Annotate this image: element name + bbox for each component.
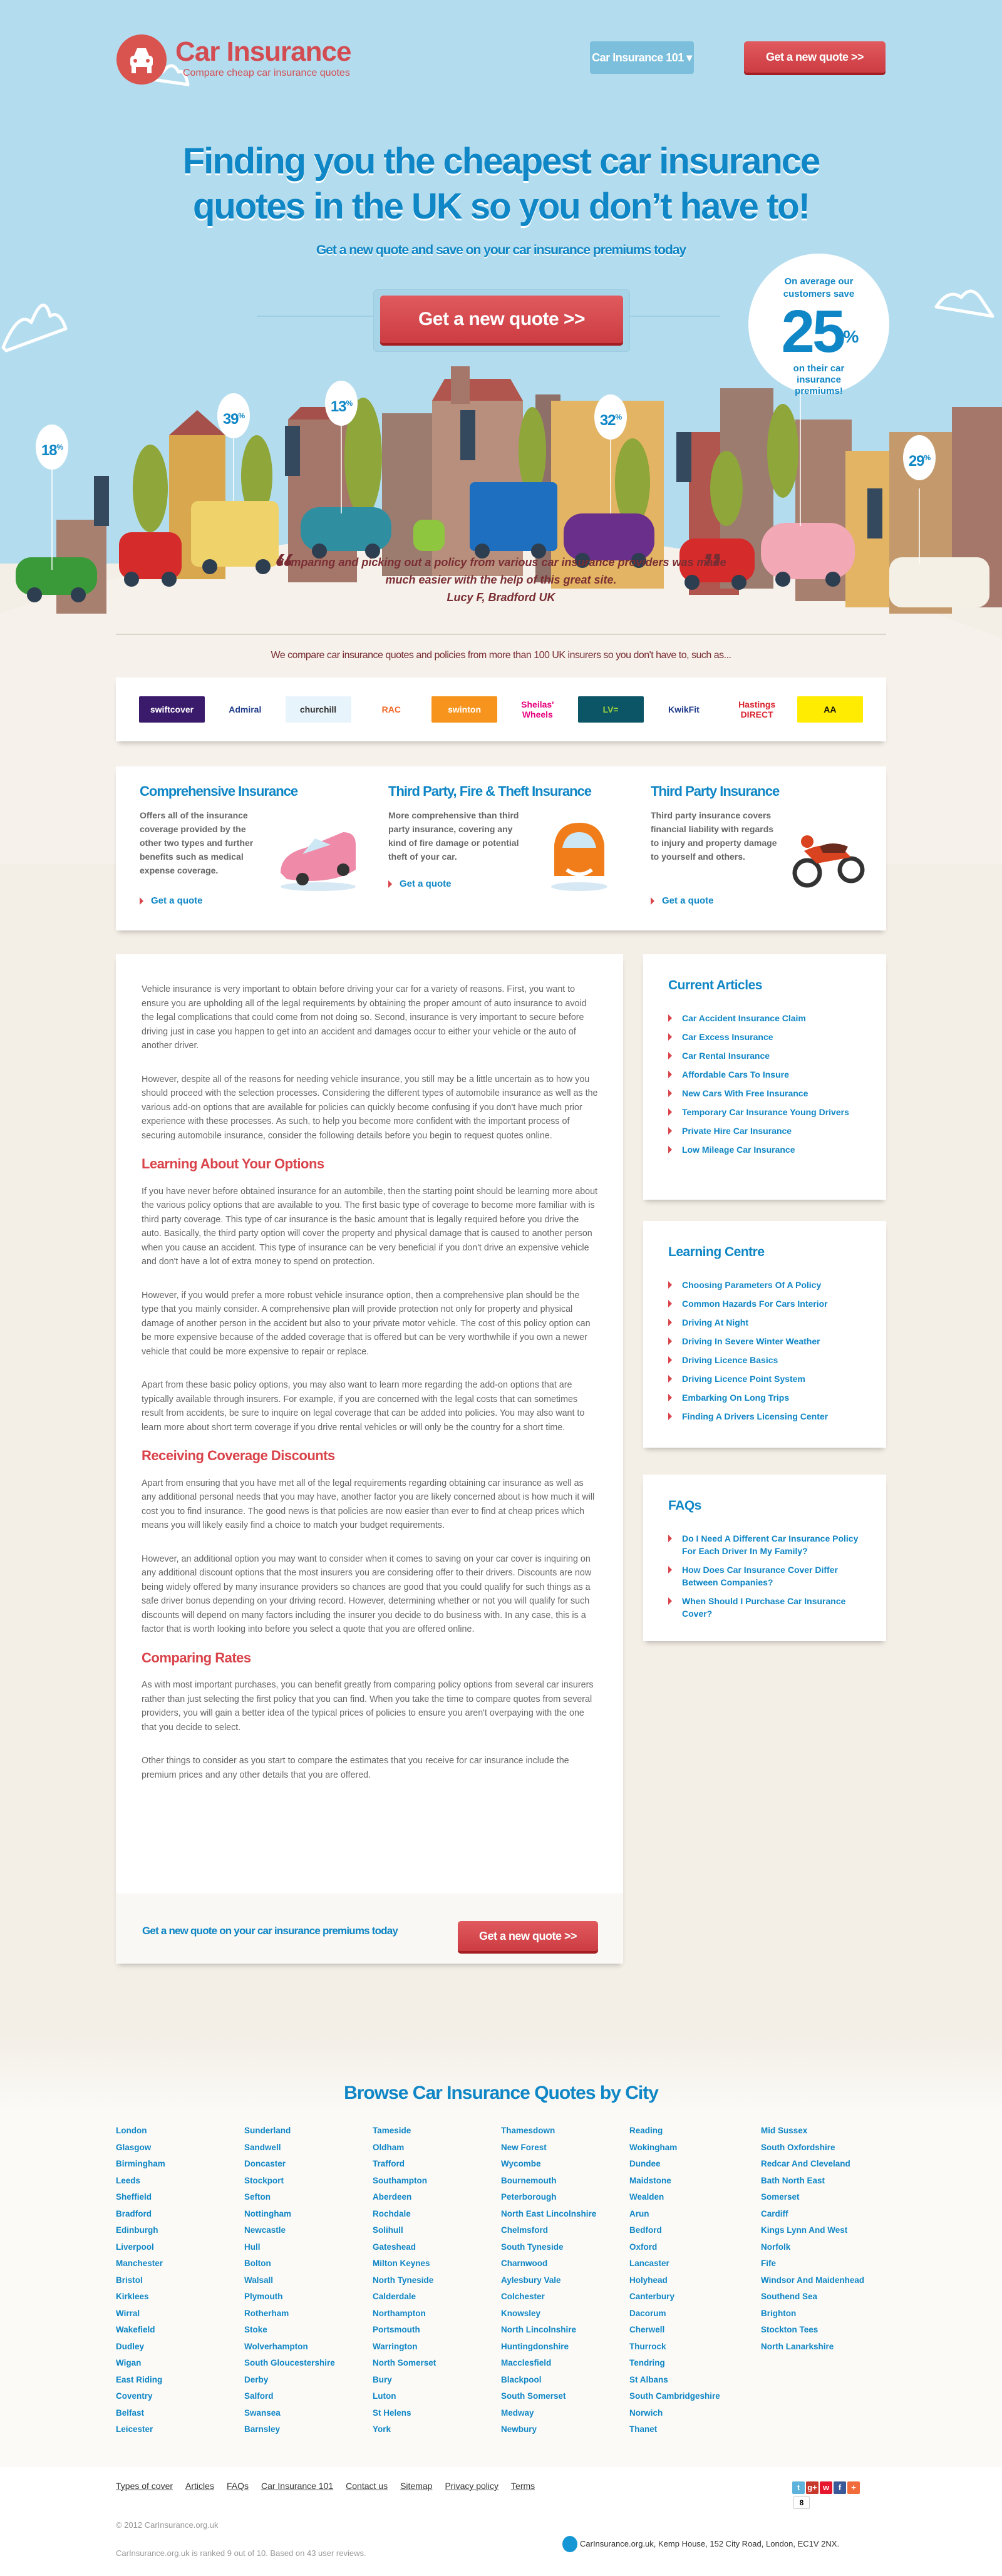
city-column <box>501 2123 596 2438</box>
city-link[interactable]: New Forest <box>501 2142 547 2152</box>
sidebar-link[interactable]: Low Mileage Car Insurance <box>668 1143 867 1156</box>
city-link[interactable]: Knowsley <box>501 2308 541 2318</box>
open-quote-icon: “ <box>273 545 293 590</box>
city-link[interactable]: Stoke <box>244 2325 267 2334</box>
city-link[interactable]: South Oxfordshire <box>761 2142 835 2152</box>
share-count: 8 <box>793 2496 810 2509</box>
city-link[interactable]: Dudley <box>116 2341 145 2351</box>
city-column <box>116 2123 165 2438</box>
type-description: Third party insurance covers financial liability with regards to injury and property damage to yourself and others. <box>651 810 777 862</box>
city-link[interactable]: South Somerset <box>501 2391 566 2401</box>
logo-car-icon[interactable] <box>116 34 167 85</box>
sidebar-link[interactable]: Affordable Cars To Insure <box>668 1068 867 1081</box>
footer-link[interactable]: Contact us <box>346 2481 388 2491</box>
city-link[interactable]: Tameside <box>373 2126 411 2135</box>
city-link[interactable]: Norwich <box>629 2408 663 2418</box>
savings-bubble: 32% <box>594 394 627 440</box>
city-link[interactable]: Portsmouth <box>373 2325 420 2334</box>
city-link[interactable]: Huntingdonshire <box>501 2341 569 2351</box>
arrow-right-icon <box>668 1597 672 1605</box>
city-link[interactable]: Sheffield <box>116 2192 152 2202</box>
city-link[interactable]: Somerset <box>761 2192 800 2202</box>
city-link[interactable]: Leicester <box>116 2424 153 2434</box>
city-link[interactable]: Swansea <box>244 2408 281 2418</box>
city-link[interactable]: Bournemouth <box>501 2175 557 2185</box>
sidebar-title: Current Articles <box>668 978 762 992</box>
city-link[interactable]: Stockport <box>244 2175 284 2185</box>
article-panel <box>116 954 623 1964</box>
sidebar-learning-centre <box>643 1221 886 1448</box>
savings-badge <box>748 254 889 394</box>
sidebar-link[interactable]: Finding A Drivers Licensing Center <box>668 1410 867 1423</box>
arrow-right-icon <box>668 1413 672 1420</box>
city-link[interactable]: South Tyneside <box>501 2242 564 2252</box>
city-link[interactable]: Canterbury <box>629 2292 675 2301</box>
sidebar-link[interactable]: Driving In Severe Winter Weather <box>668 1335 867 1347</box>
weibo-icon[interactable]: w <box>820 2481 832 2494</box>
city-link[interactable]: York <box>373 2424 391 2434</box>
sidebar-link[interactable]: Common Hazards For Cars Interior <box>668 1297 867 1310</box>
dropdown-label: Car Insurance 101 <box>592 51 684 64</box>
article-paragraph: However, despite all of the reasons for needing vehicle insurance, you still may be a little uncertain as to how you should proceed with the selection processes. Considering the different types of automobile insurance as well as the various add-on options that are available for policies can quickly become confusing if you don't have much prior experience with these processes. As such, to help you become more confident with the important process of securing automobile insurance, consider the following details before you begin to request quotes online. <box>142 1074 598 1141</box>
sidebar-title: FAQs <box>668 1498 701 1513</box>
city-link[interactable]: Bradford <box>116 2208 152 2218</box>
logo-title[interactable]: Car Insurance <box>175 36 351 67</box>
sidebar-link[interactable]: Driving At Night <box>668 1316 867 1329</box>
city-link[interactable]: Medway <box>501 2408 534 2418</box>
city-link[interactable]: Peterborough <box>501 2192 557 2202</box>
arrow-right-icon <box>651 897 654 905</box>
pink-car-illustration <box>274 829 362 892</box>
sidebar-link[interactable]: Driving Licence Point System <box>668 1373 867 1385</box>
article-paragraph: However, an additional option you may want to consider when it comes to saving on your car cover is inquiring on any additional discount options that the most insurers you are considering offer to their drivers. Discounts are now being widely offered by many insurance providers so chances are good that you could qualify for such things as a safe driver bonus depending on your driving record. However, determining whether or not you will qualify for such discounts will depend on many factors including the insurer you decide to do business with. In any case, this is a factor that is worth looking into before you select a quote that you are offered online. <box>142 1553 592 1634</box>
article-body <box>116 954 598 1782</box>
article-paragraph: Apart from these basic policy options, you may also want to learn more regarding the add-on options that are typically available through insurers. For example, if you are concerned with the legal costs that can sometimes result from accidents, be sure to inquire on legal coverage that can be added into policies. You may also want to learn more about short term coverage if you drive rental vehicles or will only be the country for a short time. <box>142 1380 585 1433</box>
city-link[interactable]: Fife <box>761 2259 777 2268</box>
city-link[interactable]: Leeds <box>116 2175 141 2185</box>
arrow-right-icon <box>668 1146 672 1153</box>
city-link[interactable]: Tendring <box>629 2358 665 2367</box>
city-link[interactable]: Wigan <box>116 2358 142 2367</box>
city-link[interactable]: South Cambridgeshire <box>629 2391 720 2401</box>
city-link[interactable]: Coventry <box>116 2391 153 2401</box>
arrow-right-icon <box>668 1394 672 1401</box>
city-link[interactable]: Holyhead <box>629 2275 668 2285</box>
city-link[interactable]: Bath North East <box>761 2175 825 2185</box>
article-paragraph: As with most important purchases, you can benefit greatly from comparing policy options from several car insurers rather than just selecting the first policy that you can find. When you take the time to compare quotes from several providers, you will gain a better idea of the typical prices of policies to ensure you aren't overpaying with the one that you decide to select. <box>142 1680 594 1733</box>
savings-bubble: 13% <box>325 381 358 426</box>
city-link[interactable]: Wakefield <box>116 2325 155 2334</box>
city-link[interactable]: Mid Sussex <box>761 2126 808 2135</box>
insurer-logo: KwikFit <box>651 696 716 723</box>
insurer-logo: LV= <box>578 696 644 723</box>
city-link[interactable]: East Riding <box>116 2374 163 2384</box>
arrow-right-icon <box>668 1108 672 1116</box>
city-link[interactable]: Wealden <box>629 2192 664 2202</box>
insurer-logo: Hastings DIRECT <box>724 696 790 723</box>
arrow-right-icon <box>668 1300 672 1307</box>
city-link[interactable]: Wolverhampton <box>244 2341 308 2351</box>
divider <box>116 634 886 635</box>
city-link[interactable]: Norfolk <box>761 2242 791 2252</box>
twitter-icon[interactable]: t <box>792 2481 805 2494</box>
city-link[interactable]: Doncaster <box>244 2159 286 2168</box>
city-column <box>373 2123 436 2438</box>
city-link[interactable]: Wirral <box>116 2308 140 2318</box>
city-link[interactable]: Luton <box>373 2391 396 2401</box>
arrow-right-icon <box>388 880 392 888</box>
orange-car-illustration <box>545 817 614 892</box>
savings-bubble: 18% <box>36 425 68 470</box>
city-link[interactable]: Newcastle <box>244 2225 286 2235</box>
sidebar-link[interactable]: Do I Need A Different Car Insurance Policy For Each Driver In My Family? <box>668 1532 867 1557</box>
city-link[interactable]: Birmingham <box>116 2159 165 2168</box>
arrow-right-icon <box>668 1356 672 1364</box>
city-link[interactable]: Aylesbury Vale <box>501 2275 561 2285</box>
insurers-intro: We compare car insurance quotes and policies from more than 100 UK insurers so you don't have to, such as... <box>271 650 731 661</box>
city-link[interactable]: Warrington <box>373 2341 418 2351</box>
sidebar-link[interactable]: Car Excess Insurance <box>668 1031 867 1043</box>
google-plus-icon[interactable]: g+ <box>806 2481 819 2494</box>
city-link[interactable]: Glasgow <box>116 2142 152 2152</box>
article-cta-text: Get a new quote on your car insurance premiums today <box>142 1925 398 1937</box>
car-insurance-101-dropdown[interactable] <box>590 41 694 74</box>
city-link[interactable]: Reading <box>629 2126 663 2135</box>
city-link[interactable]: Milton Keynes <box>373 2259 430 2268</box>
city-link[interactable]: North Lanarkshire <box>761 2341 834 2351</box>
city-link[interactable]: Oxford <box>629 2242 658 2252</box>
sidebar-link[interactable]: Private Hire Car Insurance <box>668 1125 867 1137</box>
arrow-right-icon <box>668 1319 672 1326</box>
sidebar-link[interactable]: Temporary Car Insurance Young Drivers <box>668 1106 867 1118</box>
city-link[interactable]: Rochdale <box>373 2208 411 2218</box>
arrow-right-icon <box>668 1033 672 1041</box>
arrow-right-icon <box>668 1090 672 1097</box>
city-link[interactable]: Gateshead <box>373 2242 416 2252</box>
city-link[interactable]: Sunderland <box>244 2126 291 2135</box>
city-link[interactable]: Dacorum <box>629 2308 666 2318</box>
arrow-right-icon <box>668 1052 672 1059</box>
city-link[interactable]: Walsall <box>244 2275 274 2285</box>
sidebar-link[interactable]: How Does Car Insurance Cover Differ Between Companies? <box>668 1564 867 1589</box>
cities-title: Browse Car Insurance Quotes by City <box>344 2083 658 2103</box>
city-link[interactable]: Cherwell <box>629 2325 665 2334</box>
insurer-logo: RAC <box>358 696 424 723</box>
badge-bottom-text: on their car insurance premiums! <box>793 363 845 396</box>
hero-subheadline: Get a new quote and save on your car insurance premiums today <box>316 243 686 257</box>
city-link[interactable]: Brighton <box>761 2308 797 2318</box>
city-link[interactable]: Sandwell <box>244 2142 281 2152</box>
chevron-down-icon: ▾ <box>686 51 692 64</box>
city-link[interactable]: Trafford <box>373 2159 405 2168</box>
city-link[interactable]: Stockton Tees <box>761 2325 819 2334</box>
get-quote-link-third-party[interactable]: Get a quote <box>651 895 714 906</box>
city-link[interactable]: Windsor And Maidenhead <box>761 2275 865 2285</box>
hero-headline: Finding you the cheapest car insurance quotes in the UK so you don’t have to! <box>182 141 820 227</box>
type-title[interactable]: Comprehensive Insurance <box>140 783 298 799</box>
testimonial-author: Lucy F, Bradford UK <box>447 591 555 604</box>
address: CarInsurance.org.uk, Kemp House, 152 City Road, London, EC1V 2NX. <box>580 2539 840 2548</box>
footer-link[interactable]: Terms <box>511 2481 535 2491</box>
sidebar-link[interactable]: Car Rental Insurance <box>668 1049 867 1062</box>
city-link[interactable]: Thurrock <box>629 2341 666 2351</box>
city-link[interactable]: Cardiff <box>761 2208 788 2218</box>
city-link[interactable]: Charnwood <box>501 2259 548 2268</box>
city-link[interactable]: Sefton <box>244 2192 271 2202</box>
insurer-logo: swinton <box>431 696 497 723</box>
article-paragraph: Vehicle insurance is very important to obtain before driving your car for a variety of reasons. First, you want to ensure you are upholding all of the legal requirements by obtaining the proper amount of auto insurance to avoid the legal complications that could come from not doing so. Second, insurance is very important to secure before driving just in case you happen to get into an accident and damages occur to either your vehicle or the auto of another driver. <box>142 984 587 1051</box>
city-link[interactable]: Colchester <box>501 2292 545 2301</box>
testimonial-text: Comparing and picking out a policy from various car insurance providers was made much easier with the help of this great site. <box>276 556 726 586</box>
city-column <box>629 2123 720 2438</box>
type-card-third-party <box>651 766 876 863</box>
add-icon[interactable]: + <box>847 2481 860 2494</box>
footer-link[interactable]: Types of cover <box>116 2481 173 2491</box>
copyright: © 2012 CarInsurance.org.uk <box>116 2520 219 2530</box>
arrow-right-icon <box>668 1071 672 1078</box>
close-quote-icon: ” <box>700 545 720 590</box>
savings-bubble: 39% <box>217 393 250 438</box>
city-link[interactable]: Bedford <box>629 2225 662 2235</box>
insurer-logo: churchill <box>286 696 351 723</box>
insurance-types-panel <box>116 766 886 930</box>
city-link[interactable]: Belfast <box>116 2408 145 2418</box>
city-link[interactable]: Nottingham <box>244 2208 291 2218</box>
city-link[interactable]: Plymouth <box>244 2292 283 2301</box>
city-column <box>244 2123 335 2438</box>
nav-get-quote-button[interactable]: Get a new quote >> <box>744 41 886 73</box>
badge-unit: % <box>843 327 857 346</box>
sidebar-faqs <box>643 1475 886 1641</box>
city-link[interactable]: Newbury <box>501 2424 537 2434</box>
city-link[interactable]: Lancaster <box>629 2259 669 2268</box>
type-title[interactable]: Third Party, Fire & Theft Insurance <box>388 783 591 799</box>
city-link[interactable]: Thamesdown <box>501 2126 555 2135</box>
city-link[interactable]: Bury <box>373 2374 392 2384</box>
type-description: Offers all of the insurance coverage provided by the other two types and further benefits such as medical expense coverage. <box>140 810 254 875</box>
city-link[interactable]: Kings Lynn And West <box>761 2225 848 2235</box>
arrow-right-icon <box>668 1014 672 1022</box>
city-link[interactable]: Redcar And Cleveland <box>761 2159 850 2168</box>
city-link[interactable]: North Tyneside <box>373 2275 434 2285</box>
insurer-logo: AA <box>797 696 863 723</box>
city-link[interactable]: St Helens <box>373 2408 411 2418</box>
sidebar-link[interactable]: When Should I Purchase Car Insurance Cover? <box>668 1595 867 1620</box>
city-link[interactable]: Kirklees <box>116 2292 149 2301</box>
city-link[interactable]: Solihull <box>373 2225 403 2235</box>
sidebar-link[interactable]: Choosing Parameters Of A Policy <box>668 1279 867 1291</box>
city-link[interactable]: Southend Sea <box>761 2292 818 2301</box>
arrow-right-icon <box>668 1337 672 1345</box>
city-link[interactable]: Barnsley <box>244 2424 281 2434</box>
city-link[interactable]: Thanet <box>629 2424 658 2434</box>
article-heading: Comparing Rates <box>142 1649 251 1666</box>
city-link[interactable]: Rotherham <box>244 2308 289 2318</box>
footer-links <box>116 2481 535 2491</box>
city-link[interactable]: Derby <box>244 2374 269 2384</box>
city-link[interactable]: North East Lincolnshire <box>501 2208 597 2218</box>
city-link[interactable]: London <box>116 2126 147 2135</box>
motorbike-illustration <box>792 823 867 892</box>
footer-link[interactable]: Privacy policy <box>445 2481 499 2491</box>
city-link[interactable]: North Somerset <box>373 2358 436 2367</box>
city-link[interactable]: Hull <box>244 2242 261 2252</box>
savings-bubble: 29% <box>903 435 936 480</box>
city-link[interactable]: Chelmsford <box>501 2225 549 2235</box>
city-link[interactable]: Blackpool <box>501 2374 542 2384</box>
facebook-icon[interactable]: f <box>834 2481 846 2494</box>
article-cta-band <box>116 1893 623 1964</box>
sidebar-link[interactable]: Embarking On Long Trips <box>668 1391 867 1404</box>
get-quote-link-comprehensive[interactable]: Get a quote <box>140 895 203 906</box>
testimonial <box>276 554 726 606</box>
article-get-quote-button[interactable]: Get a new quote >> <box>458 1921 598 1951</box>
article-paragraph: Apart from ensuring that you have met all of the legal requirements regarding obtaining car insurance as well as any additional personal needs that you may have, another factor you are likely concerned about is how much it will cost you to find insurance. The good news is that policies are now easier than ever to find at cheap prices which means you will likely easily find a choice to match your budget requirements. <box>142 1478 595 1530</box>
city-column <box>761 2123 864 2355</box>
city-link[interactable]: Macclesfield <box>501 2358 552 2367</box>
type-title[interactable]: Third Party Insurance <box>651 783 780 799</box>
footer-link[interactable]: Car Insurance 101 <box>261 2481 334 2491</box>
arrow-right-icon <box>668 1566 672 1574</box>
rating-text: CarInsurance.org.uk is ranked 9 out of 10. Based on 43 user reviews. <box>116 2548 366 2558</box>
badge-value: 25 <box>781 298 844 365</box>
sidebar-link[interactable]: Driving Licence Basics <box>668 1354 867 1366</box>
type-card-third-party-fire-theft <box>388 766 633 863</box>
city-link[interactable]: Northampton <box>373 2308 426 2318</box>
city-link[interactable]: Wycombe <box>501 2159 541 2168</box>
article-heading: Learning About Your Options <box>142 1156 324 1172</box>
city-link[interactable]: Aberdeen <box>373 2192 412 2202</box>
arrow-right-icon <box>140 897 143 905</box>
city-link[interactable]: Bristol <box>116 2275 143 2285</box>
footer-link[interactable]: Articles <box>185 2481 214 2491</box>
sidebar-link[interactable]: New Cars With Free Insurance <box>668 1087 867 1100</box>
footer-link[interactable]: Sitemap <box>400 2481 433 2491</box>
location-owl-icon <box>562 2536 577 2552</box>
article-paragraph: If you have never before obtained insurance for an autombile, then the starting point should be learning more about the various policy options that are available to you. The first basic type of coverage to become more familiar with is third party coverage. This type of car insurance is the basic amount that is legally required before you drive the auto. Basically, the third party option will cover the property and physical damage that is caused to another person when you cause an accident. This type of insurance can be very beneficial if you don't drive an expensive vehicle and don't have a lot of extra money to spend on protection. <box>142 1186 598 1267</box>
hero-get-quote-button[interactable]: Get a new quote >> <box>380 296 623 343</box>
get-quote-link-fire-theft[interactable]: Get a quote <box>388 878 452 889</box>
city-link[interactable]: Southampton <box>373 2175 427 2185</box>
city-link[interactable]: St Albans <box>629 2374 668 2384</box>
article-paragraph: Other things to consider as you start to compare the estimates that you receive for car insurance include the premium prices and any other details that you are offered. <box>142 1756 569 1780</box>
city-link[interactable]: South Gloucestershire <box>244 2358 335 2367</box>
city-link[interactable]: Liverpool <box>116 2242 154 2252</box>
city-link[interactable]: Calderdale <box>373 2292 416 2301</box>
city-link[interactable]: Arun <box>629 2208 649 2218</box>
type-card-comprehensive <box>140 766 384 877</box>
city-link[interactable]: Manchester <box>116 2259 163 2268</box>
article-heading: Receiving Coverage Discounts <box>142 1448 335 1463</box>
city-link[interactable]: Wokingham <box>629 2142 678 2152</box>
footer-link[interactable]: FAQs <box>226 2481 249 2491</box>
city-link[interactable]: North Lincolnshire <box>501 2325 577 2334</box>
insurer-logo: swiftcover <box>139 696 205 723</box>
sidebar-current-articles <box>643 954 886 1200</box>
city-link[interactable]: Dundee <box>629 2159 661 2168</box>
arrow-right-icon <box>668 1375 672 1383</box>
city-link[interactable]: Salford <box>244 2391 274 2401</box>
article-paragraph: However, if you would prefer a more robust vehicle insurance option, then a comprehensive plan should be the type that you mainly consider. A comprehensive plan will provide protection not only for property and physical damage of another person in the accident but also to your private motor vehicle. The cost of this policy option can be more expensive because of the added coverage that is offered but can be very worthwhile if you own a newer vehicle that could be more expensive to repair or replace. <box>142 1290 591 1357</box>
arrow-right-icon <box>668 1127 672 1135</box>
arrow-right-icon <box>668 1535 672 1542</box>
city-link[interactable]: Edinburgh <box>116 2225 158 2235</box>
insurer-logos-panel <box>116 677 886 741</box>
sidebar-link[interactable]: Car Accident Insurance Claim <box>668 1012 867 1024</box>
city-link[interactable]: Oldham <box>373 2142 405 2152</box>
sidebar-title: Learning Centre <box>668 1245 765 1259</box>
city-link[interactable]: Bolton <box>244 2259 271 2268</box>
insurer-logo: Sheilas' Wheels <box>505 696 571 723</box>
insurer-logo: Admiral <box>212 696 278 723</box>
logo-tagline: Compare cheap car insurance quotes <box>183 68 350 78</box>
city-link[interactable]: Maidstone <box>629 2175 671 2185</box>
arrow-right-icon <box>668 1281 672 1289</box>
badge-top-text: On average our customers save <box>783 276 855 299</box>
type-description: More comprehensive than third party insurance, covering any kind of fire damage or potential theft of your car. <box>388 810 519 862</box>
